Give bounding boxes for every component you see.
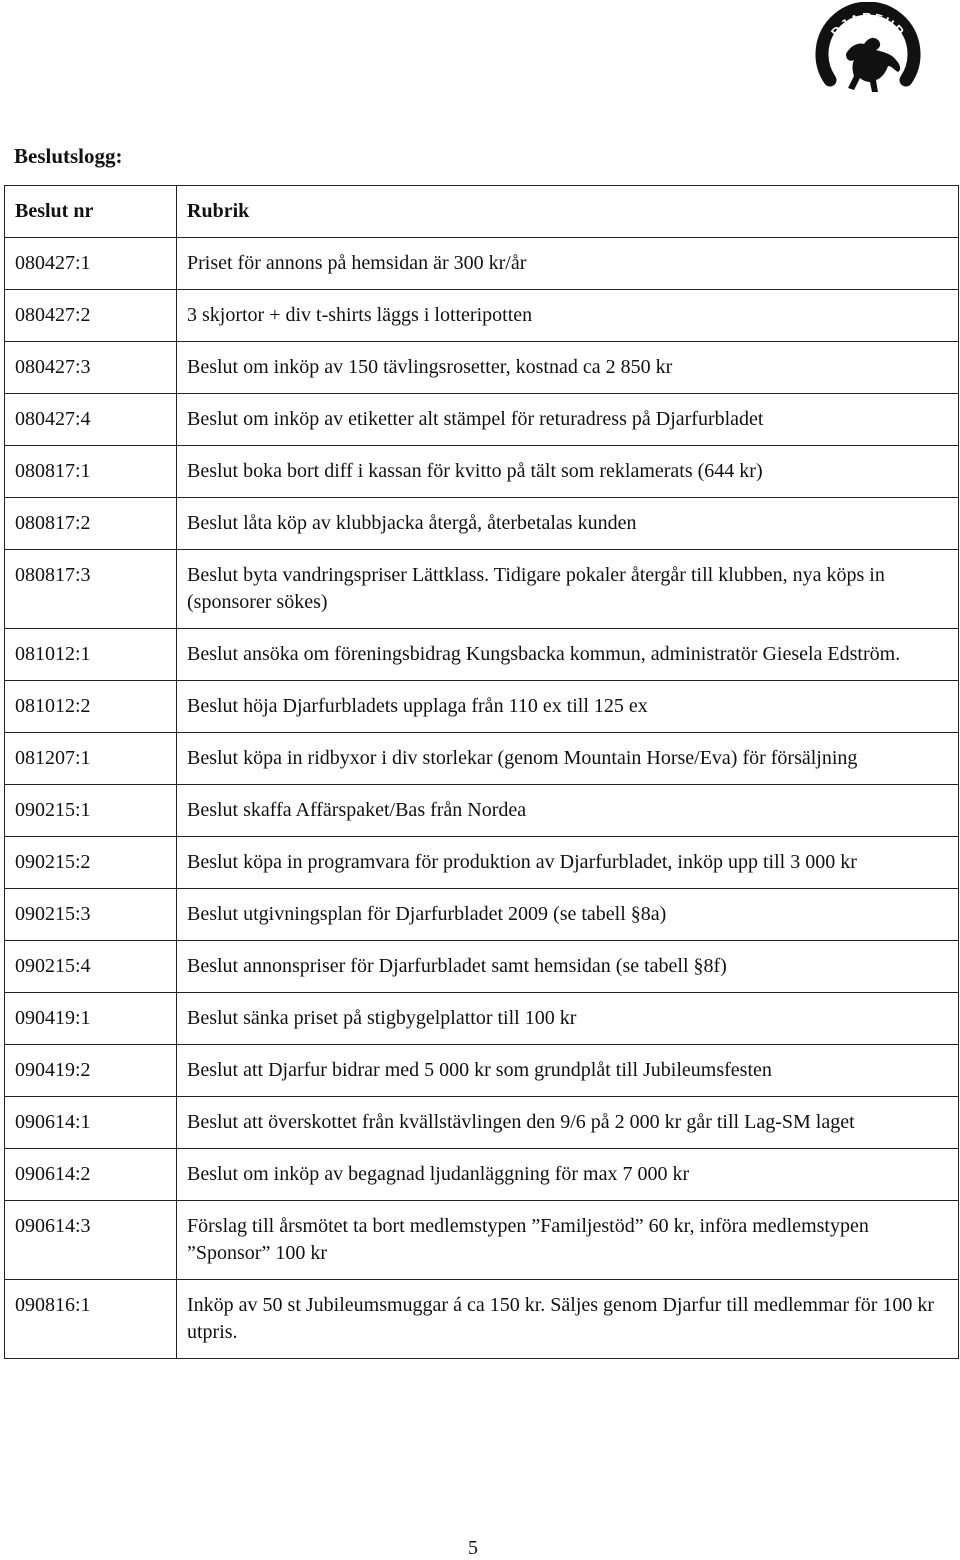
decision-number-cell: 080427:1 xyxy=(5,238,177,290)
decision-title-cell: Förslag till årsmötet ta bort medlemstypen ”Familjestöd” 60 kr, införa medlemstypen ”Sponsor” 100 kr xyxy=(177,1201,959,1280)
decision-title-cell: Beslut sänka priset på stigbygelplattor till 100 kr xyxy=(177,993,959,1045)
decision-number-cell: 080817:2 xyxy=(5,498,177,550)
table-row xyxy=(5,394,959,446)
decision-number-cell: 081012:2 xyxy=(5,681,177,733)
decision-number-cell: 080427:4 xyxy=(5,394,177,446)
decision-number-cell: 090614:1 xyxy=(5,1097,177,1149)
decision-number-cell: 080427:2 xyxy=(5,290,177,342)
table-row xyxy=(5,629,959,681)
decision-number-cell: 080817:3 xyxy=(5,550,177,629)
decision-number-cell: 090215:2 xyxy=(5,837,177,889)
page-title: Beslutslogg: xyxy=(14,144,123,168)
table-row xyxy=(5,1280,959,1359)
decision-title-cell: Beslut boka bort diff i kassan för kvitto på tält som reklamerats (644 kr) xyxy=(177,446,959,498)
column-header-title: Rubrik xyxy=(177,186,959,238)
decision-title-cell: Beslut låta köp av klubbjacka återgå, återbetalas kunden xyxy=(177,498,959,550)
table-body xyxy=(5,238,959,1359)
table-row xyxy=(5,446,959,498)
decision-title-cell: Inköp av 50 st Jubileumsmuggar á ca 150 kr. Säljes genom Djarfur till medlemmar för 100 kr utpris. xyxy=(177,1280,959,1359)
table-row xyxy=(5,1149,959,1201)
decision-title-cell: Beslut höja Djarfurbladets upplaga från 110 ex till 125 ex xyxy=(177,681,959,733)
decision-title-cell: Beslut om inköp av begagnad ljudanläggning för max 7 000 kr xyxy=(177,1149,959,1201)
decision-title-cell: Beslut annonspriser för Djarfurbladet samt hemsidan (se tabell §8f) xyxy=(177,941,959,993)
table-row xyxy=(5,290,959,342)
table-row xyxy=(5,1045,959,1097)
decision-title-cell: Beslut ansöka om föreningsbidrag Kungsbacka kommun, administratör Giesela Edström. xyxy=(177,629,959,681)
logo-text: DJARFUR xyxy=(827,9,909,40)
table-row xyxy=(5,785,959,837)
table-row xyxy=(5,941,959,993)
table-row xyxy=(5,550,959,629)
table-row xyxy=(5,681,959,733)
decision-title-cell: Priset för annons på hemsidan är 300 kr/år xyxy=(177,238,959,290)
table-header-row xyxy=(5,186,959,238)
table-row xyxy=(5,993,959,1045)
decision-number-cell: 090614:3 xyxy=(5,1201,177,1280)
decision-title-cell: Beslut att överskottet från kvällstävlingen den 9/6 på 2 000 kr går till Lag-SM laget xyxy=(177,1097,959,1149)
decision-title-cell: Beslut köpa in ridbyxor i div storlekar (genom Mountain Horse/Eva) för försäljning xyxy=(177,733,959,785)
decision-number-cell: 090419:1 xyxy=(5,993,177,1045)
table-row xyxy=(5,342,959,394)
decision-log-table xyxy=(4,185,959,1359)
decision-title-cell: Beslut om inköp av 150 tävlingsrosetter, kostnad ca 2 850 kr xyxy=(177,342,959,394)
decision-number-cell: 090215:1 xyxy=(5,785,177,837)
column-header-decision-number: Beslut nr xyxy=(5,186,177,238)
table-row xyxy=(5,733,959,785)
decision-number-cell: 081207:1 xyxy=(5,733,177,785)
table-row xyxy=(5,238,959,290)
decision-title-cell: 3 skjortor + div t-shirts läggs i lotteripotten xyxy=(177,290,959,342)
table-row xyxy=(5,837,959,889)
decision-title-cell: Beslut om inköp av etiketter alt stämpel för returadress på Djarfurbladet xyxy=(177,394,959,446)
decision-title-cell: Beslut byta vandringspriser Lättklass. Tidigare pokaler återgår till klubben, nya köps in (sponsorer sökes) xyxy=(177,550,959,629)
decision-number-cell: 090419:2 xyxy=(5,1045,177,1097)
horse-horseshoe-logo-icon xyxy=(812,2,924,106)
decision-number-cell: 090215:4 xyxy=(5,941,177,993)
decision-title-cell: Beslut köpa in programvara för produktion av Djarfurbladet, inköp upp till 3 000 kr xyxy=(177,837,959,889)
table-row xyxy=(5,1201,959,1280)
decision-number-cell: 090816:1 xyxy=(5,1280,177,1359)
decision-number-cell: 090215:3 xyxy=(5,889,177,941)
decision-number-cell: 080427:3 xyxy=(5,342,177,394)
decision-number-cell: 080817:1 xyxy=(5,446,177,498)
decision-number-cell: 090614:2 xyxy=(5,1149,177,1201)
decision-title-cell: Beslut utgivningsplan för Djarfurbladet 2009 (se tabell §8a) xyxy=(177,889,959,941)
decision-title-cell: Beslut att Djarfur bidrar med 5 000 kr som grundplåt till Jubileumsfesten xyxy=(177,1045,959,1097)
table-row xyxy=(5,498,959,550)
table-row xyxy=(5,1097,959,1149)
page-number: 5 xyxy=(468,1537,478,1559)
table-row xyxy=(5,889,959,941)
decision-title-cell: Beslut skaffa Affärspaket/Bas från Nordea xyxy=(177,785,959,837)
decision-number-cell: 081012:1 xyxy=(5,629,177,681)
